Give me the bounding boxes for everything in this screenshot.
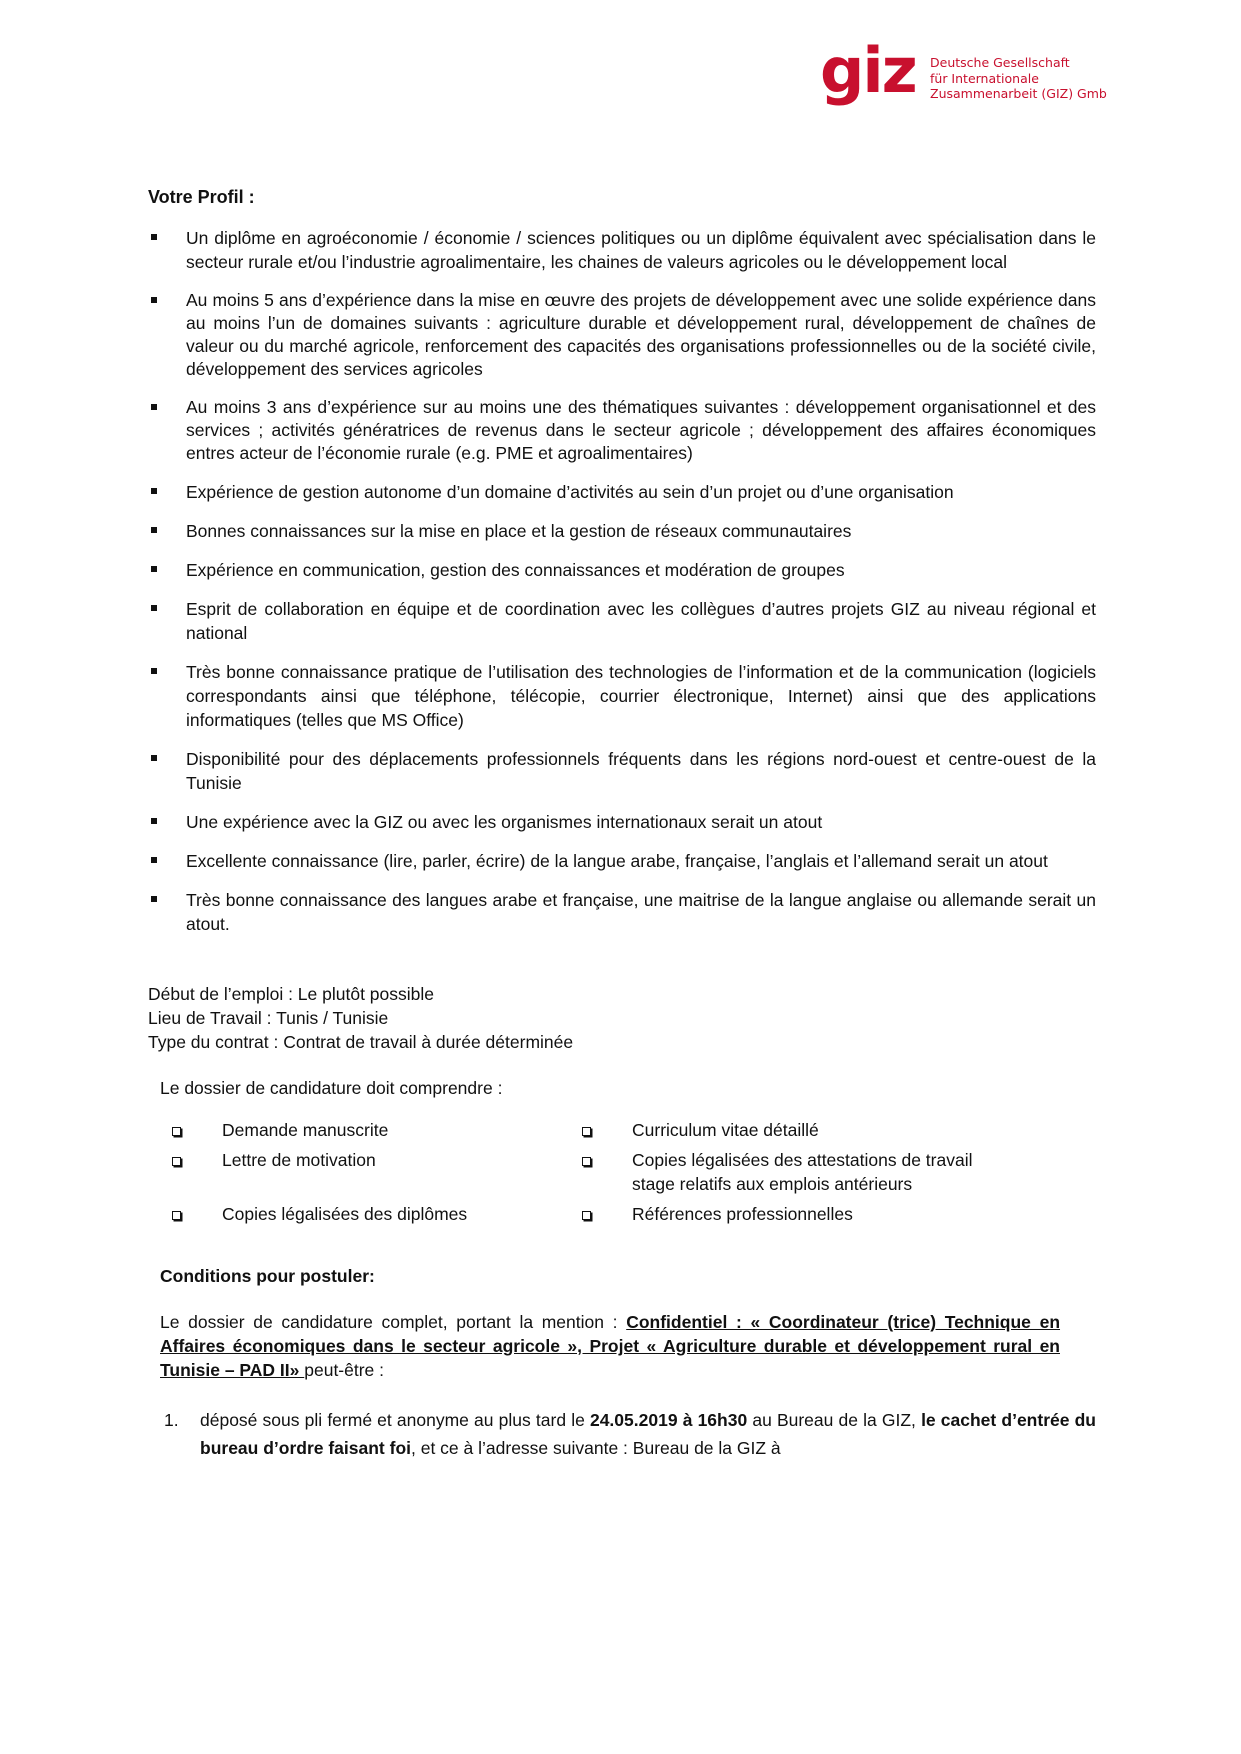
list-item: Références professionnelles	[582, 1202, 1002, 1226]
job-info	[148, 982, 1096, 1054]
conditions-title: Conditions pour postuler:	[160, 1266, 375, 1286]
list-item: 1. déposé sous pli fermé et anonyme au plus tard le 24.05.2019 à 16h30 au Bureau de la GIZ, le cachet d’entrée du bureau d’ordre faisant foi, et ce à l’adresse suivante : Bureau de la GIZ à	[160, 1406, 1096, 1462]
list-item: Esprit de collaboration en équipe et de coordination avec les collègues d’autres projets GIZ au niveau régional et national	[148, 597, 1096, 645]
square-bullet-icon	[151, 527, 157, 533]
profile-list	[148, 226, 1096, 936]
logo-line-2: für Internationale	[930, 70, 1039, 86]
giz-logo-text	[930, 55, 1107, 102]
conditions-intro: Le dossier de candidature complet, portant la mention :	[160, 1312, 627, 1332]
list-item: Excellente connaissance (lire, parler, écrire) de la langue arabe, française, l’anglais et l’allemand serait un atout	[148, 849, 1096, 873]
conditions-steps	[160, 1406, 1096, 1462]
square-bullet-icon	[151, 488, 157, 494]
checkbox-bullet-icon	[582, 1157, 591, 1166]
list-item: Très bonne connaissance des langues arabe et française, une maitrise de la langue anglaise ou allemande serait un atout.	[148, 888, 1096, 936]
square-bullet-icon	[151, 896, 157, 902]
conditions-mention: Confidentiel : « Coordinateur (trice) Technique en Affaires économiques dans le secteur agricole », Projet « Agriculture durable et développement rural en Tunisie – PAD II»	[160, 1312, 1061, 1380]
list-item: Demande manuscrite	[172, 1118, 582, 1142]
list-item: Au moins 5 ans d’expérience dans la mise en œuvre des projets de développement avec une solide expérience dans au moins l’un de domaines suivants : agriculture durable et développement rural, développement de chaînes de valeur ou du marché agricole, renforcement des capacités des organisations professionnelles ou de la société civile, développement des services agricoles	[148, 289, 1096, 381]
logo-line-3: Zusammenarbeit (GIZ) Gmb	[930, 86, 1107, 101]
list-item: Très bonne connaissance pratique de l’utilisation des technologies de l’information et de la communication (logiciels correspondants ainsi que téléphone, télécopie, courrier électronique, Internet) ainsi que des applications informatiques (telles que MS Office)	[148, 660, 1096, 732]
list-item: Expérience en communication, gestion des connaissances et modération de groupes	[148, 558, 1096, 582]
list-item: Curriculum vitae détaillé	[582, 1118, 1002, 1142]
square-bullet-icon	[151, 404, 157, 410]
list-item: Bonnes connaissances sur la mise en place et la gestion de réseaux communautaires	[148, 519, 1096, 543]
checkbox-bullet-icon	[172, 1157, 181, 1166]
square-bullet-icon	[151, 818, 157, 824]
deadline: 24.05.2019 à 16h30	[589, 1410, 748, 1430]
conditions-outro: peut-être :	[304, 1360, 385, 1380]
square-bullet-icon	[151, 297, 157, 303]
checkbox-bullet-icon	[172, 1127, 181, 1136]
conditions-text	[160, 1310, 1060, 1382]
job-contract: Type du contrat : Contrat de travail à durée déterminée	[148, 1032, 574, 1052]
document-body	[148, 186, 1096, 1462]
list-item: Un diplôme en agroéconomie / économie / sciences politiques ou un diplôme équivalent avec spécialisation dans le secteur rurale et/ou l’industrie agroalimentaire, les chaines de valeurs agricoles ou le développement local	[148, 226, 1096, 274]
square-bullet-icon	[151, 234, 157, 240]
list-item: Au moins 3 ans d’expérience sur au moins une des thématiques suivantes : développement organisationnel et des services ; activités génératrices de revenus dans le secteur agricole ; développement des affaires économiques entres acteur de l’économie rurale (e.g. PME et agroalimentaires)	[148, 396, 1096, 465]
dossier-checklist	[172, 1118, 1096, 1226]
list-item: Disponibilité pour des déplacements professionnels fréquents dans les régions nord-ouest et centre-ouest de la Tunisie	[148, 747, 1096, 795]
checkbox-bullet-icon	[582, 1211, 591, 1220]
logo-line-1: Deutsche Gesellschaft	[930, 55, 1070, 70]
square-bullet-icon	[151, 668, 157, 674]
list-item: Copies légalisées des diplômes	[172, 1202, 582, 1226]
profile-title: Votre Profil :	[148, 187, 255, 207]
square-bullet-icon	[151, 857, 157, 863]
checkbox-bullet-icon	[582, 1127, 591, 1136]
square-bullet-icon	[151, 566, 157, 572]
checkbox-bullet-icon	[172, 1211, 181, 1220]
job-start: Début de l’emploi : Le plutôt possible	[148, 984, 435, 1004]
giz-logo-icon	[820, 40, 920, 120]
square-bullet-icon	[151, 605, 157, 611]
giz-wordmark: giz	[820, 40, 916, 107]
dossier-title: Le dossier de candidature doit comprendre :	[160, 1078, 503, 1098]
list-item: Une expérience avec la GIZ ou avec les organismes internationaux serait un atout	[148, 810, 1096, 834]
step-number: 1.	[164, 1410, 179, 1430]
square-bullet-icon	[151, 755, 157, 761]
stamp-note: le cachet d’entrée du bureau d’ordre faisant foi	[200, 1410, 1096, 1458]
list-item: Expérience de gestion autonome d’un domaine d’activités au sein d’un projet ou d’une organisation	[148, 480, 1096, 504]
giz-logo	[820, 40, 1107, 120]
list-item: Copies légalisées des attestations de travail stage relatifs aux emplois antérieurs	[582, 1148, 1002, 1196]
list-item: Lettre de motivation	[172, 1148, 582, 1196]
job-location: Lieu de Travail : Tunis / Tunisie	[148, 1008, 389, 1028]
